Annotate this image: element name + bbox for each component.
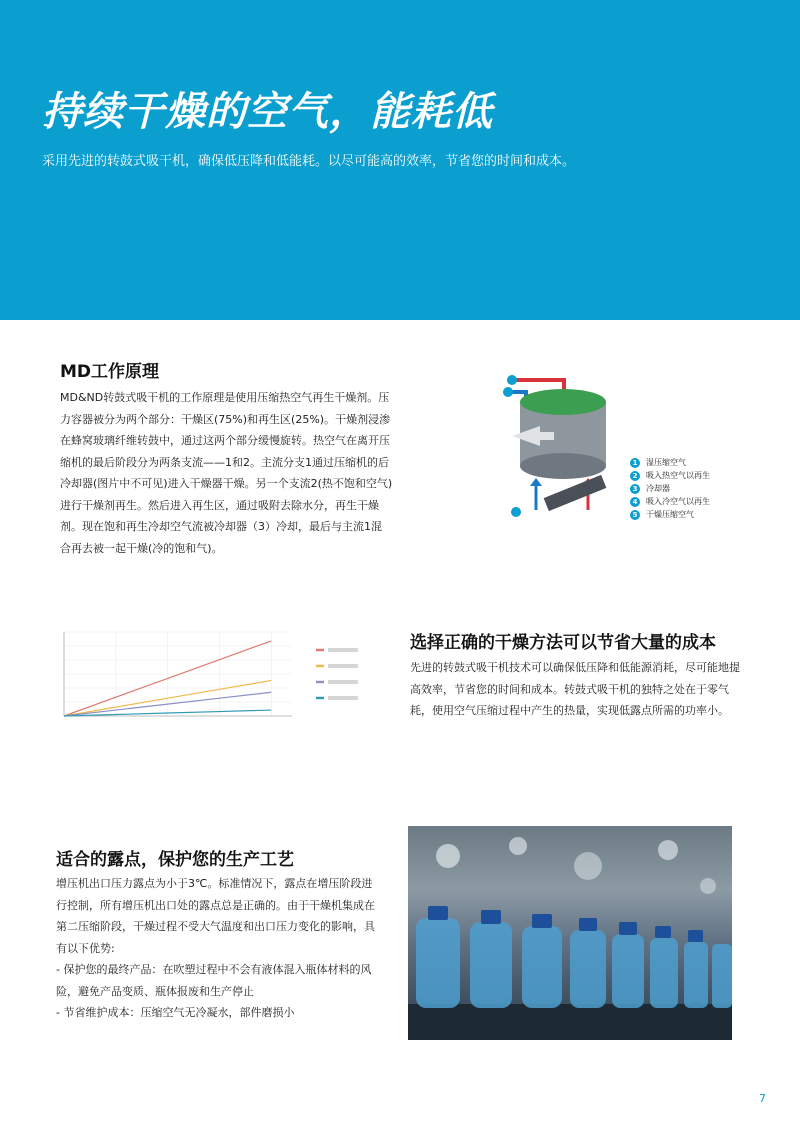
- paragraph-line: - 节省维护成本：压缩空气无冷凝水，部件磨损小: [56, 1006, 295, 1019]
- drum-bottom: [520, 453, 606, 479]
- paragraph-line: 合再去被一起干燥(冷的饱和气)。: [60, 541, 223, 555]
- paragraph-line: 高效率，节省您的时间和成本。转鼓式吸干机的独特之处在于零气: [410, 682, 729, 696]
- up-arrow-icon: [530, 478, 542, 486]
- legend-item: 2 吸入热空气以再生: [630, 469, 710, 482]
- legend-text-placeholder: [328, 680, 358, 684]
- cooler: [544, 475, 607, 511]
- paragraph-line: 险，避免产品变质、瓶体报废和生产停止: [56, 984, 254, 998]
- paragraph-line: 有以下优势:: [56, 941, 115, 955]
- bottles-photo: [408, 826, 732, 1040]
- paragraph-line: 增压机出口压力露点为小于3℃。标准情况下，露点在增压阶段进: [56, 877, 373, 890]
- paragraph-line: 进行干燥剂再生。然后进入再生区，通过吸附去除水分，再生干燥: [60, 498, 379, 512]
- section-cost-body: [410, 657, 760, 722]
- paragraph-line: 冷却器(图片中不可见)进入干燥器干燥。另一个支流2(热不饱和空气): [60, 477, 393, 490]
- paragraph-line: 行控制，所有增压机出口处的露点总是正确的。由于干燥机集成在: [56, 898, 375, 912]
- cost-chart: [36, 624, 386, 754]
- diagram-legend: [630, 456, 710, 521]
- paragraph-line: MD&ND转鼓式吸干机的工作原理是使用压缩热空气再生干燥剂。压: [60, 391, 390, 404]
- drum-top: [520, 389, 606, 415]
- marker-2: [503, 387, 513, 397]
- marker-3: [511, 507, 521, 517]
- marker-1: [507, 375, 517, 385]
- hero-title: 持续干燥的空气，能耗低: [42, 89, 493, 135]
- section-dewpoint-title: 适合的露点，保护您的生产工艺: [56, 850, 294, 870]
- paragraph-line: 剂。现在饱和再生冷却空气流被冷却器（3）冷却，最后与主流1混: [60, 520, 382, 533]
- paragraph-line: 缩机的最后阶段分为两条支流——1和2。主流分支1通过压缩机的后: [60, 455, 389, 469]
- paragraph-line: 先进的转鼓式吸干机技术可以确保低压降和低能源消耗，尽可能地提: [410, 661, 740, 674]
- legend-text-placeholder: [328, 696, 358, 700]
- paragraph-line: 力容器被分为两个部分：干燥区(75%)和再生区(25%)。干燥剂浸渗: [60, 412, 391, 426]
- legend-item: 5 干燥压缩空气: [630, 508, 710, 521]
- bottles-illustration: [408, 826, 732, 1040]
- hero-subtitle: 采用先进的转鼓式吸干机，确保低压降和低能耗。以尽可能高的效率，节省您的时间和成本。: [42, 154, 576, 169]
- page-number: 7: [759, 1092, 766, 1105]
- hero-banner: [0, 0, 800, 320]
- legend-item: 4 吸入冷空气以再生: [630, 495, 710, 508]
- section-cost-title: 选择正确的干燥方法可以节省大量的成本: [410, 633, 716, 653]
- legend-text-placeholder: [328, 648, 358, 652]
- paragraph-line: - 保护您的最终产品：在吹塑过程中不会有液体混入瓶体材料的风: [56, 963, 372, 976]
- paragraph-line: 第二压缩阶段，干燥过程不受大气温度和出口压力变化的影响，具: [56, 920, 375, 933]
- paragraph-line: 耗，使用空气压缩过程中产生的热量，实现低露点所需的功率小。: [410, 704, 729, 717]
- section-md-title: MD工作原理: [60, 362, 160, 382]
- section-md-body: [60, 387, 400, 559]
- legend-text-placeholder: [328, 664, 358, 668]
- section-dewpoint-body: [56, 873, 396, 1024]
- legend-item: 1 湿压缩空气: [630, 456, 710, 469]
- legend-item: 3 冷却器: [630, 482, 710, 495]
- paragraph-line: 在蜂窝玻璃纤维转鼓中，通过这两个部分缓慢旋转。热空气在离开压: [60, 434, 390, 447]
